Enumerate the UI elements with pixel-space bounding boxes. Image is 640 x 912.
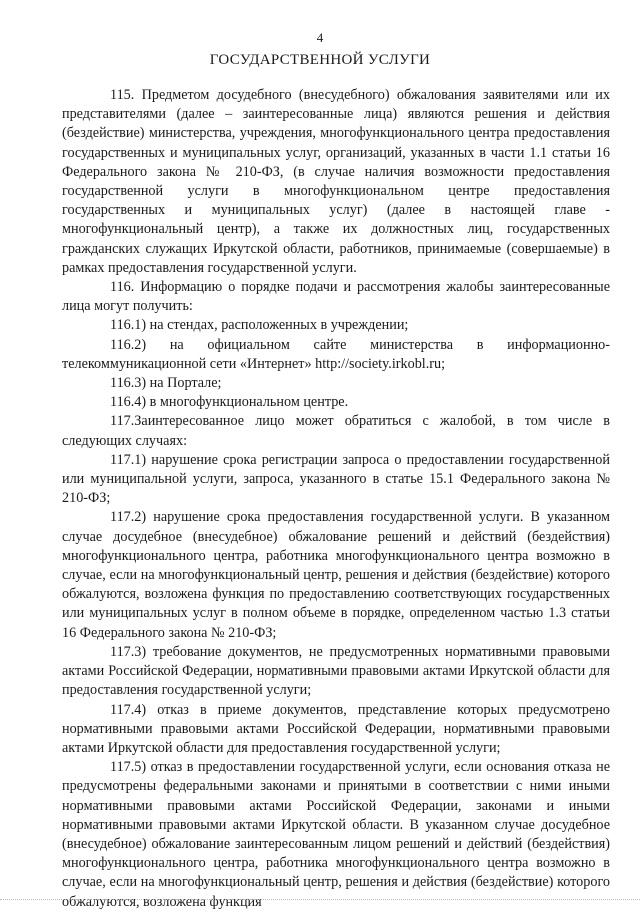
page-number: 4 xyxy=(316,30,324,45)
paragraph-117-3: 117.3) требование документов, не предусмотренных нормативными правовыми актами Российской Федерации, нормативными правовыми актами Иркутской области для предоставления государственной услуги; xyxy=(62,643,610,699)
page-bottom-divider xyxy=(0,899,640,901)
paragraph-117: 117.Заинтересованное лицо может обратиться с жалобой, в том числе в следующих случаях: xyxy=(62,413,610,449)
paragraph-117-5: 117.5) отказ в предоставлении государственной услуги, если основания отказа не предусмотрены федеральными законами и принятыми в соответствии с ними иными нормативными правовыми актами Российской Федерации, законами и иными нормативными правовыми актами Иркутской области. В указанном случае досудебное (внесудебное) обжалование заинтересованным лицом решений и действий (бездействия) многофункционального центра, работника многофункционального центра возможно в случае, если на многофункциональный центр, решения и действия (бездействие) которого обжалуются, возложена функция xyxy=(62,759,610,910)
paragraph-117-1: 117.1) нарушение срока регистрации запроса о предоставлении государственной или муниципальной услуги, запроса, указанного в статье 15.1 Федерального закона № 210-ФЗ; xyxy=(62,451,610,507)
section-heading: ГОСУДАРСТВЕННОЙ УСЛУГИ xyxy=(209,52,431,68)
document-body xyxy=(62,86,610,912)
paragraph-116-1: 116.1) на стендах, расположенных в учреждении; xyxy=(110,317,409,334)
paragraph-116-4: 116.4) в многофункциональном центре. xyxy=(110,394,349,411)
paragraph-116-2: 116.2) на официальном сайте министерства в информационно-телекоммуникационной сети «Интернет» http://society.irkobl.ru; xyxy=(62,336,610,372)
paragraph-115: 115. Предметом досудебного (внесудебного) обжалования заявителями или их представителями (далее – заинтересованные лица) являются решения и действия (бездействие) министерства, учреждения, многофункционального центра предоставления государственных и муниципальных услуг, организаций, указанных в части 1.1 статьи 16 Федерального закона № 210-ФЗ, (в случае наличия возможности предоставления государственной услуги в многофункциональном центре предоставления государственных и муниципальных услуг) (далее в настоящей главе - многофункциональный центр), а также их должностных лиц, государственных гражданских служащих Иркутской области, работников, принимаемые (совершаемые) в рамках предоставления государственной услуги. xyxy=(62,87,610,276)
paragraph-117-4: 117.4) отказ в приеме документов, представление которых предусмотрено нормативными правовыми актами Российской Федерации, нормативными правовыми актами Иркутской области для предоставления государственной услуги; xyxy=(62,701,610,756)
paragraph-117-2: 117.2) нарушение срока предоставления государственной услуги. В указанном случае досудебное (внесудебное) обжалование решений и действий (бездействия) многофункционального центра, работника многофункционального центра возможно в случае, если на многофункциональный центр, решения и действия (бездействие) которого обжалуются, возложена функция по предоставлению соответствующих государственных или муниципальных услуг в полном объеме в порядке, определенном частью 1.3 статьи 16 Федерального закона № 210-ФЗ; xyxy=(62,509,610,641)
paragraph-116: 116. Информацию о порядке подачи и рассмотрения жалобы заинтересованные лица могут получить: xyxy=(62,279,610,315)
paragraph-116-3: 116.3) на Портале; xyxy=(110,375,222,392)
